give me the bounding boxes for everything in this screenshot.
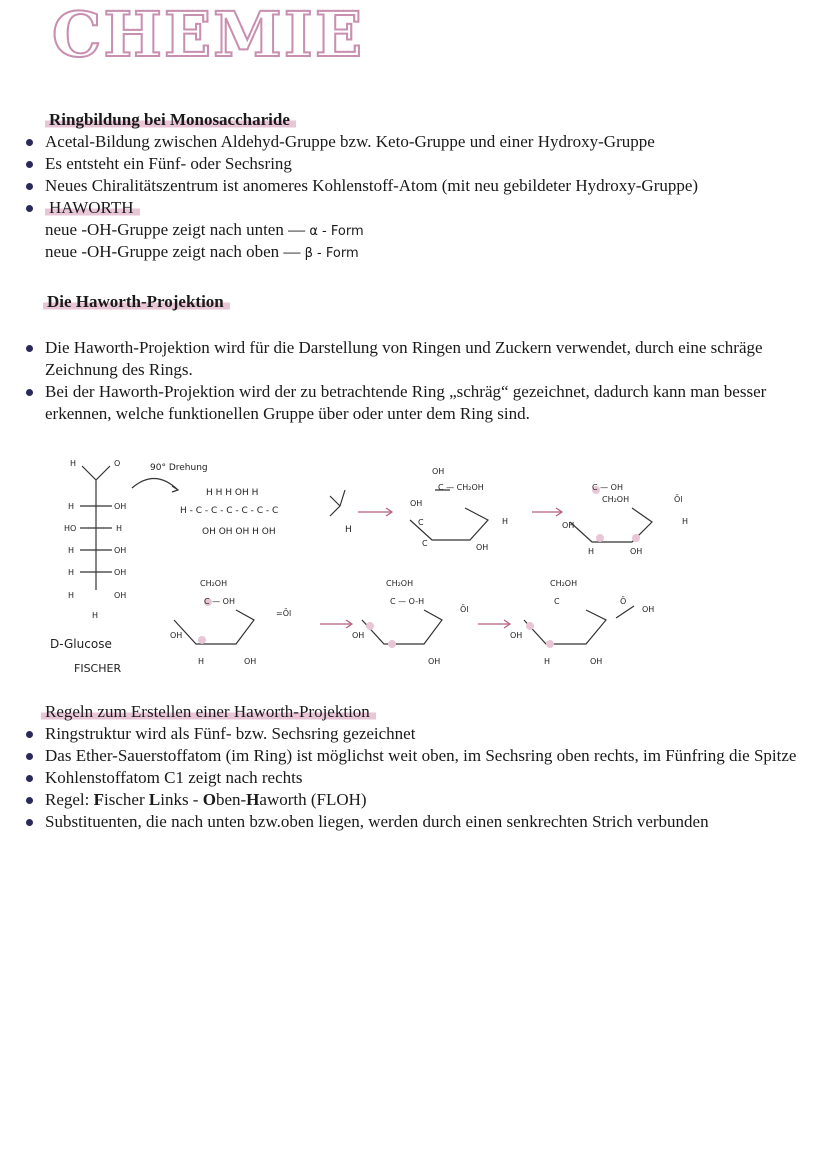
svg-text:C: C (554, 597, 560, 606)
svg-text:O: O (114, 459, 121, 468)
list-item: Es entsteht ein Fünf- oder Sechsring (19, 153, 698, 175)
svg-text:H H H OH H: H H H OH H (206, 488, 259, 498)
ring-sketch-4 (352, 579, 469, 666)
svg-text:OH: OH (114, 568, 127, 577)
section-heading-haworth: Die Haworth-Projektion (43, 292, 230, 312)
svg-text:H: H (68, 546, 75, 555)
haworth-label: HAWORTH (45, 198, 140, 217)
svg-text:C — CH₂OH: C — CH₂OH (438, 483, 484, 492)
svg-text:OH: OH (352, 631, 365, 640)
rotation-label: 90° Drehung (150, 463, 208, 473)
list-item: Neues Chiralitätszentrum ist anomeres Kohlenstoff-Atom (mit neu gebildeter Hydroxy-Gruppe) (19, 175, 698, 197)
fischer-projection (50, 459, 126, 675)
list-item: Regel: Fischer Links - Oben-Haworth (FLOH) (19, 789, 804, 811)
svg-text:OH: OH (432, 467, 445, 476)
svg-text:OH: OH (590, 657, 603, 666)
svg-text:H: H (70, 459, 77, 468)
svg-text:Ōl: Ōl (460, 605, 469, 614)
rotation-arrow (132, 478, 178, 490)
reaction-arrows (320, 508, 562, 628)
svg-text:H: H (588, 547, 595, 556)
glucose-label: D-Glucose (50, 637, 112, 651)
svg-text:H: H (68, 568, 75, 577)
svg-text:H: H (198, 657, 205, 666)
svg-text:OH: OH (476, 543, 489, 552)
svg-text:C: C (422, 539, 428, 548)
svg-text:C — OH: C — OH (592, 483, 623, 492)
ring-sketch-3 (170, 579, 291, 666)
haworth-list (19, 337, 804, 425)
beta-note: β - Form (304, 246, 359, 261)
svg-text:=Ōl: =Ōl (276, 609, 292, 618)
svg-text:OH: OH (114, 591, 127, 600)
alpha-note: α - Form (309, 224, 364, 239)
list-item: Ringstruktur wird als Fünf- bzw. Sechsring gezeichnet (19, 723, 804, 745)
svg-text:H: H (544, 657, 551, 666)
svg-text:OH: OH (170, 631, 183, 640)
beta-line: neue -OH-Gruppe zeigt nach oben — β - Form (45, 242, 359, 261)
svg-text:CH₂OH: CH₂OH (200, 579, 228, 588)
ringbildung-list (19, 131, 698, 219)
ring-sketch-5 (510, 579, 654, 666)
svg-text:H: H (68, 591, 75, 600)
svg-text:OH: OH (410, 499, 423, 508)
list-item: Substituenten, die nach unten bzw.oben liegen, werden durch einen senkrechten Strich verbunden (19, 811, 804, 833)
list-item: Bei der Haworth-Projektion wird der zu betrachtende Ring „schräg“ gezeichnet, dadurch kann man besser erkennen, welche funktionellen Gruppe über oder unter dem Ring sind. (19, 381, 804, 425)
list-item: Das Ether-Sauerstoffatom (im Ring) ist möglichst weit oben, im Sechsring oben rechts, im Fünfring die Spitze (19, 745, 804, 767)
svg-text:OH: OH (114, 546, 127, 555)
svg-text:C — OH: C — OH (204, 597, 235, 606)
svg-text:H: H (92, 611, 99, 620)
ring-sketch-2 (562, 483, 688, 556)
open-chain (180, 488, 352, 537)
haworth-diagram (40, 450, 800, 690)
list-item (19, 197, 698, 219)
regeln-list (19, 723, 804, 833)
svg-text:OH: OH (642, 605, 655, 614)
svg-text:OH: OH (630, 547, 643, 556)
svg-text:Ōl: Ōl (674, 495, 683, 504)
svg-text:HO: HO (64, 524, 77, 533)
svg-text:C — O-H: C — O-H (390, 597, 425, 606)
svg-text:H - C - C - C - C - C - C: H - C - C - C - C - C - C (180, 506, 279, 516)
svg-text:CH₂OH: CH₂OH (386, 579, 414, 588)
svg-text:Ō: Ō (620, 597, 627, 606)
svg-text:OH: OH (114, 502, 127, 511)
svg-text:CH₂OH: CH₂OH (602, 495, 630, 504)
fischer-label: FISCHER (74, 662, 122, 675)
alpha-line: neue -OH-Gruppe zeigt nach unten — α - Form (45, 220, 364, 239)
section-heading-ringbildung: Ringbildung bei Monosaccharide (45, 110, 296, 130)
svg-text:CH₂OH: CH₂OH (550, 579, 578, 588)
ring-sketch-1 (410, 467, 508, 552)
svg-text:H: H (116, 524, 123, 533)
svg-text:H: H (345, 525, 352, 535)
svg-text:C: C (418, 518, 424, 527)
list-item: Acetal-Bildung zwischen Aldehyd-Gruppe bzw. Keto-Gruppe und einer Hydroxy-Gruppe (19, 131, 698, 153)
list-item: Kohlenstoffatom C1 zeigt nach rechts (19, 767, 804, 789)
list-item: Die Haworth-Projektion wird für die Darstellung von Ringen und Zuckern verwendet, durch eine schräge Zeichnung des Rings. (19, 337, 804, 381)
svg-text:OH OH OH H OH: OH OH OH H OH (202, 527, 276, 537)
svg-text:OH: OH (244, 657, 257, 666)
svg-text:OH: OH (428, 657, 441, 666)
page-title: CHEMIE (52, 0, 365, 71)
svg-text:H: H (682, 517, 689, 526)
svg-text:H: H (68, 502, 75, 511)
section-heading-regeln: Regeln zum Erstellen einer Haworth-Projektion (41, 702, 376, 722)
svg-text:H: H (502, 517, 509, 526)
svg-text:OH: OH (510, 631, 523, 640)
svg-text:OH: OH (562, 521, 575, 530)
